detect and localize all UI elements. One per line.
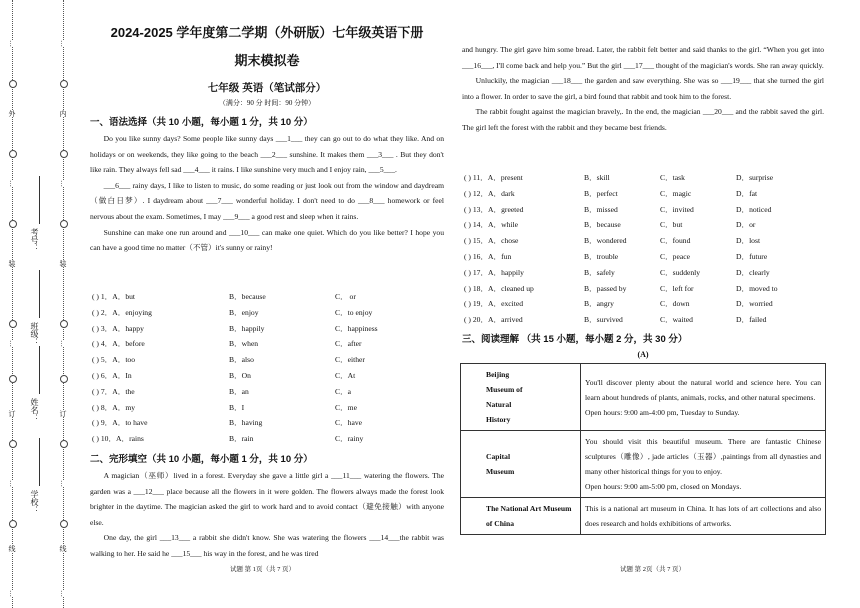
binding-hole-icon	[60, 375, 68, 383]
museum-name	[461, 498, 581, 535]
choice-option: C．peace	[660, 252, 690, 261]
outer-binding-mark: …	[8, 40, 16, 47]
binding-hole-icon	[9, 375, 17, 383]
choice-option: ( ) 1．A．but	[92, 292, 136, 301]
paragraph: Sunshine can make one run around and ___10___ can make one quiet. Which do you like better? I hope you can have a good time no matter（不管）it's sunny or rainy!	[90, 227, 444, 253]
choice-option: C．after	[335, 339, 362, 349]
inner-binding-mark: …	[59, 480, 67, 487]
choice-option: C．At	[335, 371, 356, 380]
choice-option: ( ) 13．A．greeted	[464, 204, 524, 214]
museum-description: This is a national art museum in China. It has lots of art collections and also does research and holds exhibitions of artworks.	[585, 504, 821, 528]
binding-hole-icon	[60, 220, 68, 228]
choice-row	[464, 314, 824, 326]
choice-option: B．I	[229, 402, 245, 412]
choice-option: B．survived	[584, 315, 623, 325]
choice-option: C．a	[335, 386, 352, 396]
choice-row	[92, 354, 442, 366]
inner-binding-mark: 装	[59, 260, 67, 267]
choice-row	[464, 204, 824, 216]
choice-option: C．down	[660, 299, 690, 309]
binding-hole-icon	[9, 80, 17, 88]
choice-option: C．left for	[660, 283, 694, 293]
choice-row	[464, 188, 824, 200]
choice-option: D．worried	[736, 299, 773, 309]
choice-row	[92, 307, 442, 319]
binding-hole-icon	[9, 220, 17, 228]
choice-option: ( ) 9．A．to have	[92, 418, 148, 428]
choice-row	[92, 338, 442, 350]
choice-row	[464, 298, 824, 310]
grade-subject: 七年级 英语（笔试部分）	[207, 82, 327, 94]
binding-hole-icon	[9, 440, 17, 448]
paragraph: A magician（巫师）lived in a forest. Everyday she gave a little girl a ___11___ watering the flowers. The garden was a ___12___ place because all the flowers in it were golden. The flowers always made the forest look brighter in the daytime. The magician asked the girl to work hard and to avoid contact（避免接触）with anyone else.	[90, 471, 444, 527]
binding-hole-icon	[60, 80, 68, 88]
choice-option: B．trouble	[584, 252, 619, 261]
student-info-label: 考号：	[30, 228, 39, 252]
choice-option: B．an	[229, 386, 249, 396]
exam-title-line1: 2024-2025 学年度第二学期（外研版）七年级英语下册	[110, 25, 424, 40]
choice-option: C．task	[660, 173, 685, 182]
inner-binding-mark: 内	[59, 110, 67, 117]
inner-binding-mark: 线	[59, 545, 67, 552]
choice-row	[92, 323, 442, 335]
museum-name	[461, 364, 581, 431]
museum-description-cell	[581, 364, 826, 431]
choice-option: B．because	[584, 220, 621, 230]
exam-title-line2: 期末模拟卷	[234, 53, 300, 68]
binding-hole-icon	[60, 320, 68, 328]
choice-option: D．clearly	[736, 267, 770, 277]
choice-row	[464, 235, 824, 247]
inner-binding-mark: …	[59, 40, 67, 47]
choice-option: B．wondered	[584, 236, 627, 246]
choice-option: C．me	[335, 402, 357, 412]
museum-name-line: Museum	[486, 467, 515, 476]
outer-binding-mark: 订	[8, 410, 16, 417]
choice-option: C．to enjoy	[335, 307, 373, 317]
choice-option: C．but	[660, 220, 683, 230]
section2-passage-right	[462, 42, 824, 136]
choice-option: C．rainy	[335, 434, 364, 444]
choice-option: ( ) 6．A．In	[92, 371, 132, 380]
choice-option: C．happiness	[335, 323, 378, 333]
choice-option: C．waited	[660, 315, 693, 325]
museum-row	[461, 364, 826, 431]
museum-description: You should visit this beautiful museum. There are fantastic Chinese sculptures（雕像）, jade articles（玉器）,paintings from all dynasties and many other historical things for you to enjoy.	[585, 437, 821, 476]
choice-option: B．skill	[584, 173, 610, 182]
paragraph: Unluckily, the magician ___18___ the garden and saw everything. She was so ___19___ that she turned the girl into a flower. In order to save the girl, a bird found that rabbit and took him to the forest.	[462, 76, 824, 101]
choice-option: ( ) 15．A．chose	[464, 236, 519, 246]
page-footer-left: 试题 第 1页（共 7 页）	[230, 566, 295, 573]
paragraph: Do you like sunny days? Some people like sunny days ___1___ they can go out to do what they like. And on holidays or on weekends, they like going to the beach ___2___ sunshine. It makes them ___3___ . But they don't like rain. They always fell sad ___4___ it rains. I like sunshine very much and I enjoy rain, ___5___.	[90, 134, 444, 175]
choice-option: C． or	[335, 292, 356, 301]
binding-hole-icon	[9, 320, 17, 328]
choice-option: B．passed by	[584, 283, 627, 293]
choice-option: ( ) 14．A．while	[464, 220, 518, 230]
museum-description-cell	[581, 498, 826, 535]
museum-name-line: of China	[486, 519, 515, 528]
choice-row	[464, 267, 824, 279]
exam-meta: （满分：90 分 时间：90 分钟）	[218, 99, 316, 107]
student-info-label: 班级：	[30, 322, 39, 346]
inner-binding-mark: …	[59, 590, 67, 597]
choice-option: ( ) 20．A．arrived	[464, 315, 523, 325]
outer-binding-mark: …	[8, 480, 16, 487]
museum-row	[461, 498, 826, 535]
choice-row	[92, 291, 442, 303]
outer-binding-mark: …	[8, 180, 16, 187]
student-info-blank[interactable]	[39, 270, 40, 318]
choice-option: ( ) 4．A．before	[92, 339, 145, 349]
paragraph: The rabbit fought against the magician bravely,. In the end, the magician ___20___ and the rabbit saved the girl. The girl left the forest with the rabbit and they became best friends.	[462, 107, 824, 132]
choice-option: ( ) 5．A．too	[92, 355, 136, 365]
choice-option: ( ) 19．A．excited	[464, 299, 524, 309]
outer-binding-mark: 装	[8, 260, 16, 267]
choice-row	[464, 219, 824, 231]
outer-dotted-line	[12, 0, 13, 608]
museum-name-line: Beijing	[486, 370, 510, 379]
choice-option: B．angry	[584, 299, 614, 309]
binding-hole-icon	[60, 520, 68, 528]
outer-binding-mark: 外	[8, 110, 16, 117]
page-footer-right: 试题 第 2页（共 7 页）	[620, 566, 685, 573]
paragraph: One day, the girl ___13___ a rabbit she didn't know. She was watering the flowers ___14___the rabbit was walking to her. He said he ___15___ his way in the forest, and he was tired	[90, 533, 444, 558]
choice-option: ( ) 10．A．rains	[92, 434, 144, 444]
choice-option: ( ) 11．A．present	[464, 173, 523, 182]
choice-option: D．future	[736, 252, 768, 261]
choice-option: D．moved to	[736, 283, 778, 293]
museum-row	[461, 431, 826, 498]
choice-option: B．happily	[229, 323, 265, 333]
choice-option: B．perfect	[584, 188, 618, 198]
choice-row	[92, 370, 442, 382]
choice-option: B．when	[229, 339, 259, 349]
student-info-blank[interactable]	[39, 346, 40, 394]
student-info-label: 学校：	[30, 490, 39, 514]
choice-row	[464, 283, 824, 295]
choice-option: B．also	[229, 355, 254, 365]
choice-row	[464, 172, 824, 184]
binding-gutter	[0, 0, 70, 608]
choice-option: C．either	[335, 355, 365, 365]
choice-option: C．have	[335, 418, 362, 428]
choice-option: ( ) 18．A．cleaned up	[464, 283, 534, 293]
choice-option: ( ) 2．A．enjoying	[92, 307, 152, 317]
choice-option: B．On	[229, 371, 251, 380]
choice-option: B．missed	[584, 204, 618, 214]
binding-hole-icon	[60, 150, 68, 158]
museum-table	[460, 363, 826, 535]
section1-heading: 一、语法选择（共 10 小题，每小题 1 分，共 10 分）	[90, 117, 313, 128]
choice-option: C．magic	[660, 188, 692, 198]
section3-heading: 三、阅读理解 （共 15 小题，每小题 2 分，共 30 分）	[462, 334, 688, 345]
museum-name-line: Museum of	[486, 385, 523, 394]
museum-hours: Open hours: 9:00 am-5:00 pm, closed on Mondays.	[585, 482, 742, 491]
paragraph: ___6___ rainy days, I like to listen to music, do some reading or just look out from the window and daydream（做白日梦）. I daydream about ___7___ wonderful holiday. I don't need to do ___8___ homework or feel nervous about the exam. Sometimes, I may ___9___ a good rest and sleep when it rains.	[90, 180, 444, 221]
choice-option: C．invited	[660, 204, 694, 214]
choice-option: D．lost	[736, 236, 761, 246]
museum-name-line: The National Art Museum	[486, 504, 572, 513]
choice-row	[92, 386, 442, 398]
choice-row	[92, 402, 442, 414]
museum-name-line: Capital	[486, 452, 511, 461]
left-page	[88, 0, 446, 608]
choice-option: D．surprise	[736, 173, 774, 182]
museum-description-cell	[581, 431, 826, 498]
choice-option: B．because	[229, 292, 266, 301]
student-info-label: 姓名：	[30, 398, 39, 422]
choice-option: ( ) 16．A．fun	[464, 252, 512, 261]
section2-passage-left	[90, 468, 444, 562]
choice-option: B．safely	[584, 267, 615, 277]
museum-hours: Open hours: 9:00 am-4:00 pm, Tuesday to Sunday.	[585, 407, 740, 417]
choice-option: B．rain	[229, 434, 254, 444]
choice-option: D．noticed	[736, 204, 772, 214]
section1-passage	[90, 131, 444, 256]
inner-binding-mark: …	[59, 340, 67, 347]
choice-option: D．fat	[736, 188, 758, 198]
choice-option: C．suddenly	[660, 267, 701, 277]
outer-binding-mark: …	[8, 340, 16, 347]
section2-heading: 二、完形填空（共 10 小题，每小题 1 分，共 10 分）	[90, 454, 313, 465]
choice-option: C．found	[660, 236, 691, 246]
choice-option: ( ) 12．A．dark	[464, 188, 515, 198]
choice-option: D．failed	[736, 315, 767, 325]
passage-label: (A)	[637, 350, 649, 359]
choice-option: ( ) 7．A．the	[92, 386, 135, 396]
binding-hole-icon	[9, 150, 17, 158]
choice-option: ( ) 3．A．happy	[92, 323, 144, 333]
outer-binding-mark: 线	[8, 545, 16, 552]
student-info-blank[interactable]	[39, 176, 40, 224]
choice-option: ( ) 8．A．my	[92, 402, 136, 412]
museum-name-line: Natural	[486, 400, 512, 409]
right-page	[460, 0, 826, 608]
binding-hole-icon	[60, 440, 68, 448]
museum-description: You'll discover plenty about the natural world and science here. You can learn about hundreds of plants, animals, rocks, and other natural specimens.	[585, 377, 821, 402]
student-info-blank[interactable]	[39, 438, 40, 486]
binding-hole-icon	[9, 520, 17, 528]
inner-binding-mark: 订	[59, 410, 67, 417]
museum-name	[461, 431, 581, 498]
choice-option: D．or	[736, 220, 756, 230]
choice-option: ( ) 17．A．happily	[464, 267, 524, 277]
inner-binding-mark: …	[59, 180, 67, 187]
choice-option: B．having	[229, 418, 263, 428]
choice-row	[92, 417, 442, 429]
choice-option: B．enjoy	[229, 307, 259, 317]
paragraph: and hungry. The girl gave him some bread. Later, the rabbit felt better and said thanks to the girl. “When you get into ___16___, I'll come back and help you.” But the girl ___17___ thought of the magician's words. She ran away quickly.	[462, 45, 824, 70]
choice-row	[92, 433, 442, 445]
outer-binding-mark: …	[8, 590, 16, 597]
choice-row	[464, 251, 824, 263]
inner-dotted-line	[63, 0, 64, 608]
museum-name-line: History	[486, 415, 511, 424]
